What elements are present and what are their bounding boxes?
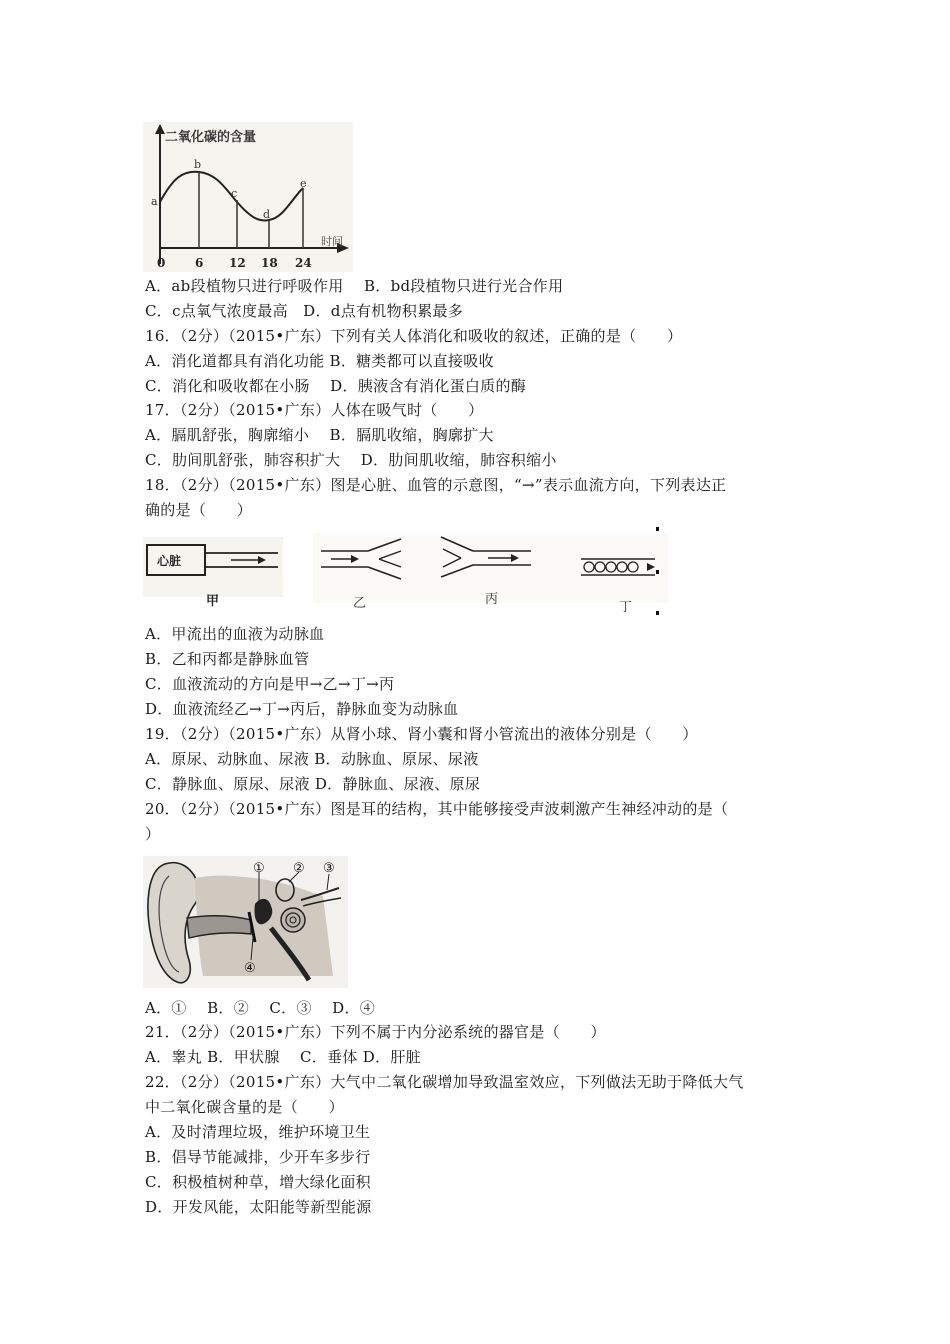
q19-option-cd: C．静脉血、原尿、尿液 D．静脉血、尿液、原尿 bbox=[145, 775, 481, 793]
scan-mark bbox=[656, 527, 659, 531]
co2-graph-figure bbox=[143, 122, 353, 272]
vessel-label-bing: 丙 bbox=[485, 592, 499, 607]
point-label-e: e bbox=[300, 177, 307, 190]
heart-label: 心脏 bbox=[157, 554, 182, 568]
tick-label: 12 bbox=[229, 256, 246, 270]
q17-option-ab: A．膈肌舒张，胸廓缩小 B．膈肌收缩，胸廓扩大 bbox=[145, 426, 494, 444]
q18-option-b: B．乙和丙都是静脉血管 bbox=[145, 650, 310, 668]
graph-ylabel: 二氧化碳的含量 bbox=[165, 130, 257, 145]
q20-stem-line1: 20．（2分）（2015•广东）图是耳的结构，其中能够接受声波刺激产生神经冲动的是（ bbox=[145, 800, 729, 818]
scan-mark bbox=[656, 611, 659, 615]
co2-graph bbox=[143, 122, 353, 272]
q15-option-cd: C．c点氧气浓度最高 D．d点有机物积累最多 bbox=[145, 302, 464, 320]
cochlea bbox=[281, 908, 305, 932]
ear-diagram bbox=[143, 856, 348, 988]
q18-stem-line1: 18．（2分）（2015•广东）图是心脏、血管的示意图，“→”表示血流方向，下列表达正 bbox=[145, 476, 727, 494]
ear-label-4: ④ bbox=[244, 961, 256, 976]
ear-label-2: ② bbox=[293, 861, 305, 876]
vessel-label-yi: 乙 bbox=[353, 596, 367, 611]
point-label-d: d bbox=[263, 208, 271, 221]
q15-option-ab: A．ab段植物只进行呼吸作用 B．bd段植物只进行光合作用 bbox=[145, 277, 564, 295]
q16-stem: 16．（2分）（2015•广东）下列有关人体消化和吸收的叙述，正确的是（ ） bbox=[145, 327, 683, 345]
q22-option-a: A．及时清理垃圾，维护环境卫生 bbox=[145, 1123, 371, 1141]
q21-options: A．睾丸 B．甲状腺 C．垂体 D．肝脏 bbox=[145, 1048, 421, 1066]
point-label-c: c bbox=[231, 187, 238, 200]
vessel-label-jia: 甲 bbox=[206, 594, 220, 609]
q17-option-cd: C．肋间肌舒张，肺容积扩大 D．肋间肌收缩，肺容积缩小 bbox=[145, 451, 557, 469]
q22-stem-line1: 22．（2分）（2015•广东）大气中二氧化碳增加导致温室效应，下列做法无助于降低大气 bbox=[145, 1073, 744, 1091]
ear-label-1: ① bbox=[253, 861, 265, 876]
q18-option-a: A．甲流出的血液为动脉血 bbox=[145, 625, 325, 643]
tick-label: 24 bbox=[295, 256, 312, 270]
q22-option-d: D．开发风能，太阳能等新型能源 bbox=[145, 1198, 372, 1216]
tick-label: 6 bbox=[195, 256, 204, 270]
tick-label: 0 bbox=[157, 256, 166, 270]
q18-option-c: C．血液流动的方向是甲→乙→丁→丙 bbox=[145, 675, 395, 693]
blood-vessel-figure bbox=[143, 523, 668, 618]
q18-option-d: D．血液流经乙→丁→丙后，静脉血变为动脉血 bbox=[145, 700, 459, 718]
tick-label: 18 bbox=[261, 256, 278, 270]
point-label-a: a bbox=[151, 195, 158, 208]
vessel-label-ding: 丁 bbox=[619, 600, 633, 615]
q17-stem: 17．（2分）（2015•广东）人体在吸气时（ ） bbox=[145, 401, 484, 419]
q16-option-cd: C．消化和吸收都在小肠 D．胰液含有消化蛋白质的酶 bbox=[145, 377, 527, 395]
q19-stem: 19．（2分）（2015•广东）从肾小球、肾小囊和肾小管流出的液体分别是（ ） bbox=[145, 725, 698, 743]
q18-stem-line2: 确的是（ ） bbox=[145, 501, 253, 519]
q22-option-c: C．积极植树种草，增大绿化面积 bbox=[145, 1173, 371, 1191]
q16-option-ab: A．消化道都具有消化功能 B．糖类都可以直接吸收 bbox=[145, 352, 494, 370]
q20-options: A．① B．② C．③ D．④ bbox=[145, 999, 376, 1017]
q22-stem-line2: 中二氧化碳含量的是（ ） bbox=[145, 1098, 344, 1116]
q22-option-b: B．倡导节能减排，少开车多步行 bbox=[145, 1148, 371, 1166]
ear-label-3: ③ bbox=[323, 861, 335, 876]
blood-vessel-diagram bbox=[143, 523, 668, 618]
ear-structure-figure bbox=[143, 856, 348, 988]
q21-stem: 21．（2分）（2015•广东）下列不属于内分泌系统的器官是（ ） bbox=[145, 1023, 606, 1041]
graph-xlabel: 时间 bbox=[321, 235, 343, 248]
q20-stem-line2: ） bbox=[145, 825, 161, 843]
scan-mark bbox=[656, 570, 659, 574]
point-label-b: b bbox=[194, 158, 202, 171]
q19-option-ab: A．原尿、动脉血、尿液 B．动脉血、原尿、尿液 bbox=[145, 750, 479, 768]
